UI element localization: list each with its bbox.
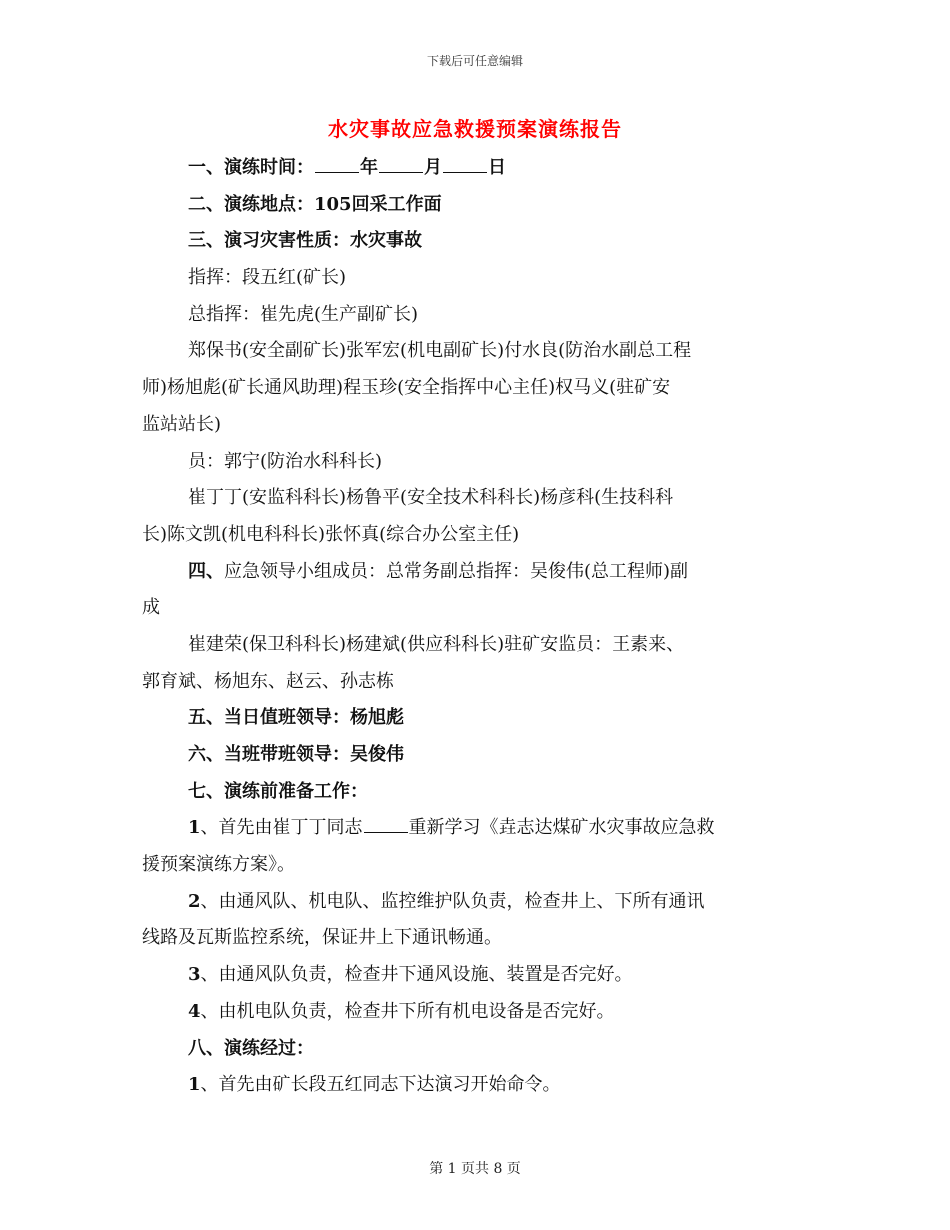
prep-item-3-number: 3 bbox=[188, 964, 201, 986]
prep-item-4-text: 、由机电队负责，检查井下所有机电设备是否完好。 bbox=[200, 1000, 615, 1022]
prep-heading: 七、演练前准备工作： bbox=[188, 780, 368, 802]
process-item-1-text: 、首先由矿长段五红同志下达演习开始命令。 bbox=[200, 1074, 561, 1096]
year-label: 年 bbox=[360, 157, 378, 178]
header-note: 下载后可任意编辑 bbox=[426, 54, 523, 68]
drill-time-label: 一、演练时间： bbox=[188, 157, 314, 178]
group-line-2: 成 bbox=[142, 597, 160, 619]
day-label: 日 bbox=[488, 157, 506, 178]
group-text: 应急领导小组成员：总常务副总指挥：吴俊伟(总工程师)副 bbox=[224, 560, 689, 582]
drill-location: 二、演练地点：105回采工作面 bbox=[188, 193, 442, 215]
process-heading: 八、演练经过： bbox=[188, 1037, 314, 1059]
name-blank bbox=[364, 814, 408, 833]
deputies-line-2: 师)杨旭彪(矿长通风助理)程玉珍(安全指挥中心主任)权马义(驻矿安 bbox=[142, 377, 671, 399]
disaster-nature: 三、演习灾害性质：水灾事故 bbox=[188, 230, 422, 252]
prep-item-3 bbox=[142, 957, 810, 994]
prep-item-2-line-1 bbox=[142, 884, 810, 921]
duty-leader: 五、当日值班领导：杨旭彪 bbox=[188, 707, 404, 729]
year-blank bbox=[315, 154, 359, 173]
day-blank bbox=[443, 154, 487, 173]
deputies-line-3: 监站站长) bbox=[142, 413, 222, 435]
month-blank bbox=[379, 154, 423, 173]
shift-leader: 六、当班带班领导：吴俊伟 bbox=[188, 744, 404, 765]
prep-item-1-text-b: 重新学习《垚志达煤矿水灾事故应急救 bbox=[408, 817, 715, 839]
prep-item-2-text: 、由通风队、机电队、监控维护队负责，检查井上、下所有通讯 bbox=[200, 890, 705, 912]
member: 员：郭宁(防治水科科长) bbox=[188, 450, 383, 472]
process-item-1-number: 1 bbox=[188, 1074, 201, 1096]
members-line-1: 崔丁丁(安监科科长)杨鲁平(安全技术科科长)杨彦科(生技科科 bbox=[188, 487, 674, 509]
prep-item-2-line-2: 线路及瓦斯监控系统，保证井上下通讯畅通。 bbox=[142, 927, 502, 949]
month-label: 月 bbox=[424, 157, 442, 178]
prep-item-2-number: 2 bbox=[188, 890, 201, 912]
group-line-1 bbox=[142, 554, 810, 591]
prep-item-1-line-2: 援预案演练方案》。 bbox=[142, 854, 295, 876]
chief-commander: 总指挥：崔先虎(生产副矿长) bbox=[188, 303, 419, 325]
commander: 指挥：段五红(矿长) bbox=[188, 267, 347, 289]
prep-item-3-text: 、由通风队负责，检查井下通风设施、装置是否完好。 bbox=[200, 964, 633, 986]
document-title: 水灾事故应急救援预案演练报告 bbox=[328, 117, 622, 141]
prep-item-1-text-a: 、首先由崔丁丁同志 bbox=[200, 817, 363, 839]
document-body bbox=[142, 150, 810, 1104]
deputies-line-1: 郑保书(安全副矿长)张军宏(机电副矿长)付水良(防治水副总工程 bbox=[188, 340, 692, 362]
drill-time-line bbox=[142, 150, 810, 187]
prep-item-4 bbox=[142, 994, 810, 1031]
members-line-2: 长)陈文凯(机电科科长)张怀真(综合办公室主任) bbox=[142, 523, 520, 545]
group-number: 四、 bbox=[188, 560, 224, 582]
prep-item-1-number: 1 bbox=[188, 817, 201, 839]
process-item-1 bbox=[142, 1067, 810, 1104]
prep-item-4-number: 4 bbox=[188, 1000, 201, 1022]
group-line-3: 崔建荣(保卫科科长)杨建斌(供应科科长)驻矿安监员：王素来、 bbox=[188, 633, 685, 655]
page-footer: 第 1 页共 8 页 bbox=[429, 1161, 521, 1177]
prep-item-1-line-1 bbox=[142, 810, 810, 847]
group-line-4: 郭育斌、杨旭东、赵云、孙志栋 bbox=[142, 670, 394, 692]
